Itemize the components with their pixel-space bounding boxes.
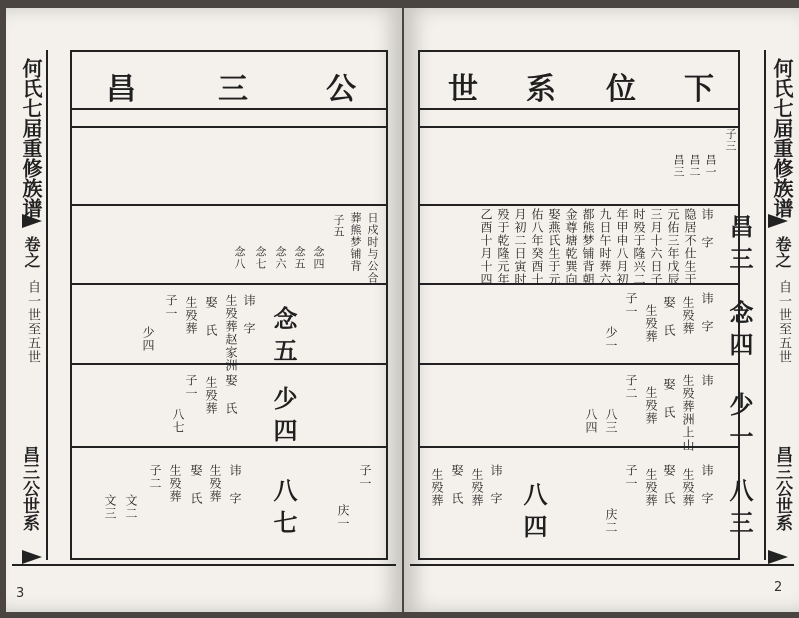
son-name: 念六 <box>274 246 287 270</box>
left-page <box>6 8 402 612</box>
note-column: 葬熊梦铺背 <box>349 212 362 272</box>
son-name: 昌三 <box>672 154 685 178</box>
record-column: 娶 氏 <box>204 296 218 337</box>
record-column: 庆一 <box>336 504 350 530</box>
record-column: 少四 <box>141 326 155 352</box>
person-name: 八七 <box>269 478 298 542</box>
son-name: 念五 <box>293 246 306 270</box>
record-column: 娶 氏 <box>189 464 203 505</box>
spine-arrow <box>22 550 42 564</box>
record-column: 生殁葬 <box>681 468 695 507</box>
volume-range: 自一世至五世 <box>25 280 40 364</box>
record-column: 讳 字 <box>700 464 714 505</box>
spine-arrow <box>768 550 788 564</box>
volume-label: 卷之 <box>773 236 792 268</box>
record-column: 子一 <box>164 294 178 320</box>
sons-count: 子三 <box>724 128 737 152</box>
person-name: 念四 <box>725 300 754 364</box>
record-column: 娶 氏 <box>662 296 676 337</box>
record-column: 元佑三年戊辰 <box>666 208 680 286</box>
record-column: 娶 氏 <box>224 374 238 415</box>
page-number: 3 <box>16 586 25 601</box>
record-column: 生殁葬 <box>681 296 695 335</box>
record-column: 生殁葬 <box>204 376 218 415</box>
record-column: 生殁葬 <box>208 464 222 503</box>
son-name: 念八 <box>233 246 246 270</box>
right-header-char-3: 位 <box>606 72 636 107</box>
record-column: 九日午时葬六 <box>598 208 612 286</box>
record-column: 娶燕氏生于元 <box>547 208 561 286</box>
record-column: 文二 <box>124 494 138 520</box>
record-column: 生殁葬 <box>168 464 182 503</box>
record-column: 生殁葬 <box>644 468 658 507</box>
left-header-char-3: 公 <box>326 72 356 107</box>
record-column: 讳 字 <box>242 294 256 335</box>
volume-label: 卷之 <box>22 236 41 268</box>
book-title: 何氏七届重修族谱 <box>770 58 794 218</box>
left-header-char-2: 三 <box>218 72 248 107</box>
note-column: 日戍时与公合 <box>366 212 379 284</box>
person-name: 少四 <box>269 386 298 450</box>
record-column: 年甲申八月初 <box>615 208 629 286</box>
record-column: 生殁葬 <box>644 386 658 425</box>
record-column: 娶 氏 <box>662 378 676 419</box>
sons-count: 子五 <box>332 214 345 238</box>
record-column: 都熊梦铺背朝 <box>581 208 595 286</box>
record-column: 讳 字 <box>700 208 714 249</box>
right-page <box>404 8 799 612</box>
record-column: 子一 <box>184 374 198 400</box>
right-header-char-4: 下 <box>684 72 714 107</box>
record-column: 讳 <box>700 374 714 387</box>
record-column: 八七 <box>171 408 185 434</box>
record-column: 殁于乾隆元年 <box>496 208 510 286</box>
record-column: 时殁于隆兴二 <box>632 208 646 286</box>
record-column: 文三 <box>103 494 117 520</box>
record-column: 乙酉十月十四 <box>479 208 493 286</box>
spine-arrow <box>768 214 788 228</box>
record-column: 子一 <box>624 464 638 490</box>
record-column: 生殁葬 <box>184 296 198 335</box>
record-column: 讳 字 <box>700 292 714 333</box>
record-column: 庆二 <box>604 508 618 534</box>
record-column: 八三 <box>604 408 618 434</box>
person-name: 念五 <box>269 306 298 370</box>
record-column: 生殁葬 <box>644 304 658 343</box>
record-column: 生殁葬赵家洲 <box>224 294 238 372</box>
record-column: 生殁葬 <box>430 468 444 507</box>
person-name: 昌三 <box>725 214 754 278</box>
spine-lineage: 昌三公世系 <box>19 446 39 531</box>
record-column: 子一 <box>358 464 372 490</box>
person-name: 八四 <box>519 482 548 546</box>
son-name: 昌一 <box>704 154 717 178</box>
record-column: 讳 字 <box>228 464 242 505</box>
record-column: 生殁葬 <box>470 468 484 507</box>
record-column: 娶 氏 <box>662 464 676 505</box>
right-header-char-2: 系 <box>526 72 556 107</box>
record-column: 金尊塘乾巽向 <box>564 208 578 286</box>
record-column: 三月十六日子 <box>649 208 663 286</box>
volume-range: 自一世至五世 <box>776 280 791 364</box>
record-column: 月初二日寅时 <box>513 208 527 286</box>
record-column: 子一 <box>624 292 638 318</box>
record-column: 讳 字 <box>489 464 503 505</box>
person-name: 少一 <box>725 392 754 456</box>
person-name: 八三 <box>725 478 754 542</box>
record-column: 八四 <box>584 408 598 434</box>
son-name: 昌二 <box>688 154 701 178</box>
record-column: 生殁葬洲上山 <box>681 374 695 452</box>
record-column: 佑八年癸酉十 <box>530 208 544 286</box>
record-column: 隐居不仕生于 <box>683 208 697 286</box>
left-header-char-1: 昌 <box>106 72 136 107</box>
spine-lineage: 昌三公世系 <box>772 446 792 531</box>
book-title: 何氏七届重修族谱 <box>19 58 43 218</box>
right-header-char-1: 世 <box>448 72 478 107</box>
record-column: 少一 <box>604 326 618 352</box>
record-column: 子二 <box>148 464 162 490</box>
son-name: 念七 <box>254 246 267 270</box>
spine-arrow <box>22 214 42 228</box>
record-column: 娶 氏 <box>450 464 464 505</box>
page-number: 2 <box>774 580 783 595</box>
record-column: 子二 <box>624 374 638 400</box>
son-name: 念四 <box>312 246 325 270</box>
